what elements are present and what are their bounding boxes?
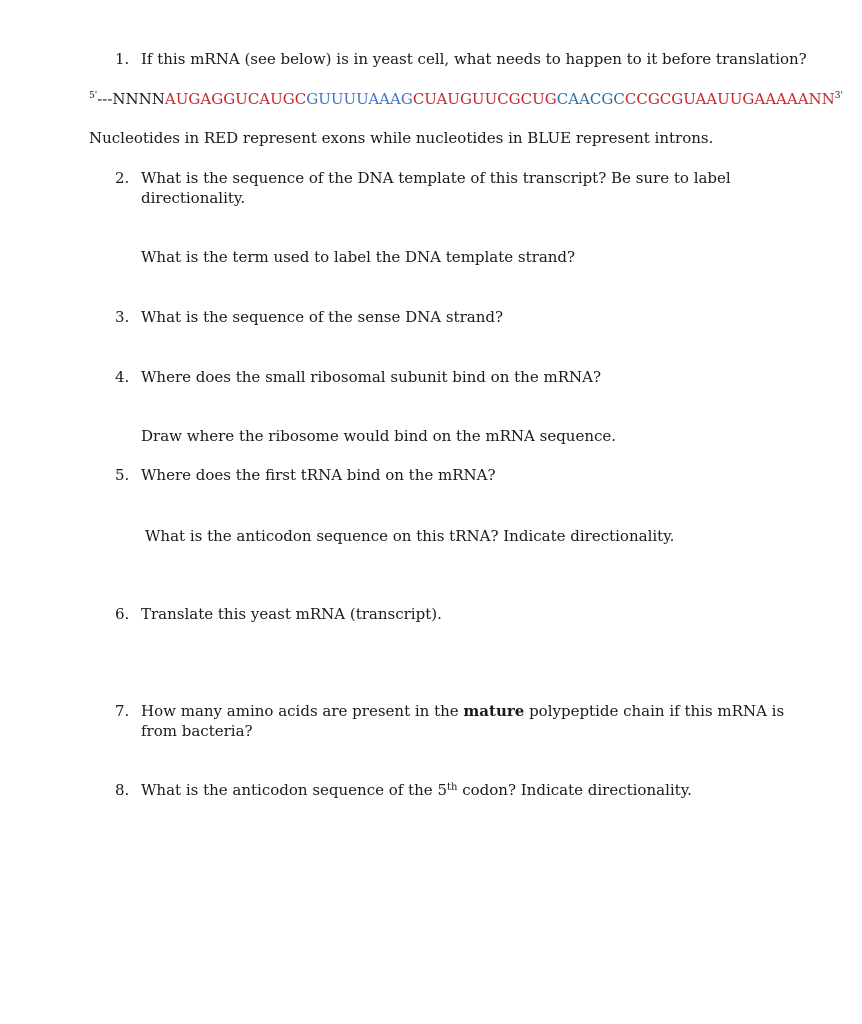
question-4 — [115, 367, 601, 387]
question-1 — [115, 49, 807, 69]
question-2-number: 2. — [115, 169, 130, 187]
question-6-number: 6. — [115, 605, 130, 623]
question-7-text-after: polypeptide chain if this mRNA is — [524, 702, 785, 720]
question-3-text: What is the sequence of the sense DNA strand? — [141, 308, 503, 326]
question-1-number: 1. — [115, 50, 130, 68]
question-1-text: If this mRNA (see below) is in yeast cell, what needs to happen to it before translation? — [141, 50, 807, 68]
sequence-prefix: ---NNNN — [97, 90, 165, 108]
question-7-bold-word: mature — [463, 702, 525, 720]
question-3-number: 3. — [115, 308, 130, 326]
question-6 — [115, 604, 442, 624]
question-2-text-line2: directionality. — [141, 189, 246, 207]
question-7-text-before: How many amino acids are present in the — [141, 702, 464, 720]
question-2-subquestion: What is the term used to label the DNA template strand? — [141, 248, 576, 266]
question-8 — [115, 780, 692, 800]
mrna-sequence — [89, 89, 843, 109]
question-4-number: 4. — [115, 368, 130, 386]
question-5-text: Where does the first tRNA bind on the mRNA? — [141, 466, 496, 484]
intron-2: CAACGC — [556, 90, 625, 108]
five-prime-label: 5' — [89, 91, 98, 101]
question-5-subquestion: What is the anticodon sequence on this tRNA? Indicate directionality. — [145, 527, 675, 545]
exon-1: AUGAGGUCAUGC — [164, 90, 307, 108]
question-8-text-after: codon? Indicate directionality. — [457, 781, 692, 799]
question-2 — [115, 168, 731, 208]
intron-1: GUUUUAAAG — [306, 90, 413, 108]
question-5 — [115, 465, 496, 485]
question-8-number: 8. — [115, 781, 130, 799]
question-7-number: 7. — [115, 702, 130, 720]
question-7 — [115, 701, 784, 741]
question-4-text: Where does the small ribosomal subunit bind on the mRNA? — [141, 368, 601, 386]
exon-2: CUAUGUUCGCUG — [412, 90, 557, 108]
question-4-subquestion: Draw where the ribosome would bind on the mRNA sequence. — [141, 427, 617, 445]
question-3 — [115, 307, 503, 327]
question-6-text: Translate this yeast mRNA (transcript). — [141, 605, 442, 623]
question-8-text-before: What is the anticodon sequence of the 5 — [141, 781, 447, 799]
exon-3: CCGCGUAAUUGAAAAANN — [624, 90, 835, 108]
question-8-ordinal: th — [446, 782, 458, 793]
question-7-text-line2: from bacteria? — [141, 722, 253, 740]
question-5-number: 5. — [115, 466, 130, 484]
three-prime-label: 3' — [834, 91, 843, 101]
question-2-text-line1: What is the sequence of the DNA template of this transcript? Be sure to label — [141, 169, 731, 187]
color-legend-note: Nucleotides in RED represent exons while nucleotides in BLUE represent introns. — [89, 129, 714, 147]
